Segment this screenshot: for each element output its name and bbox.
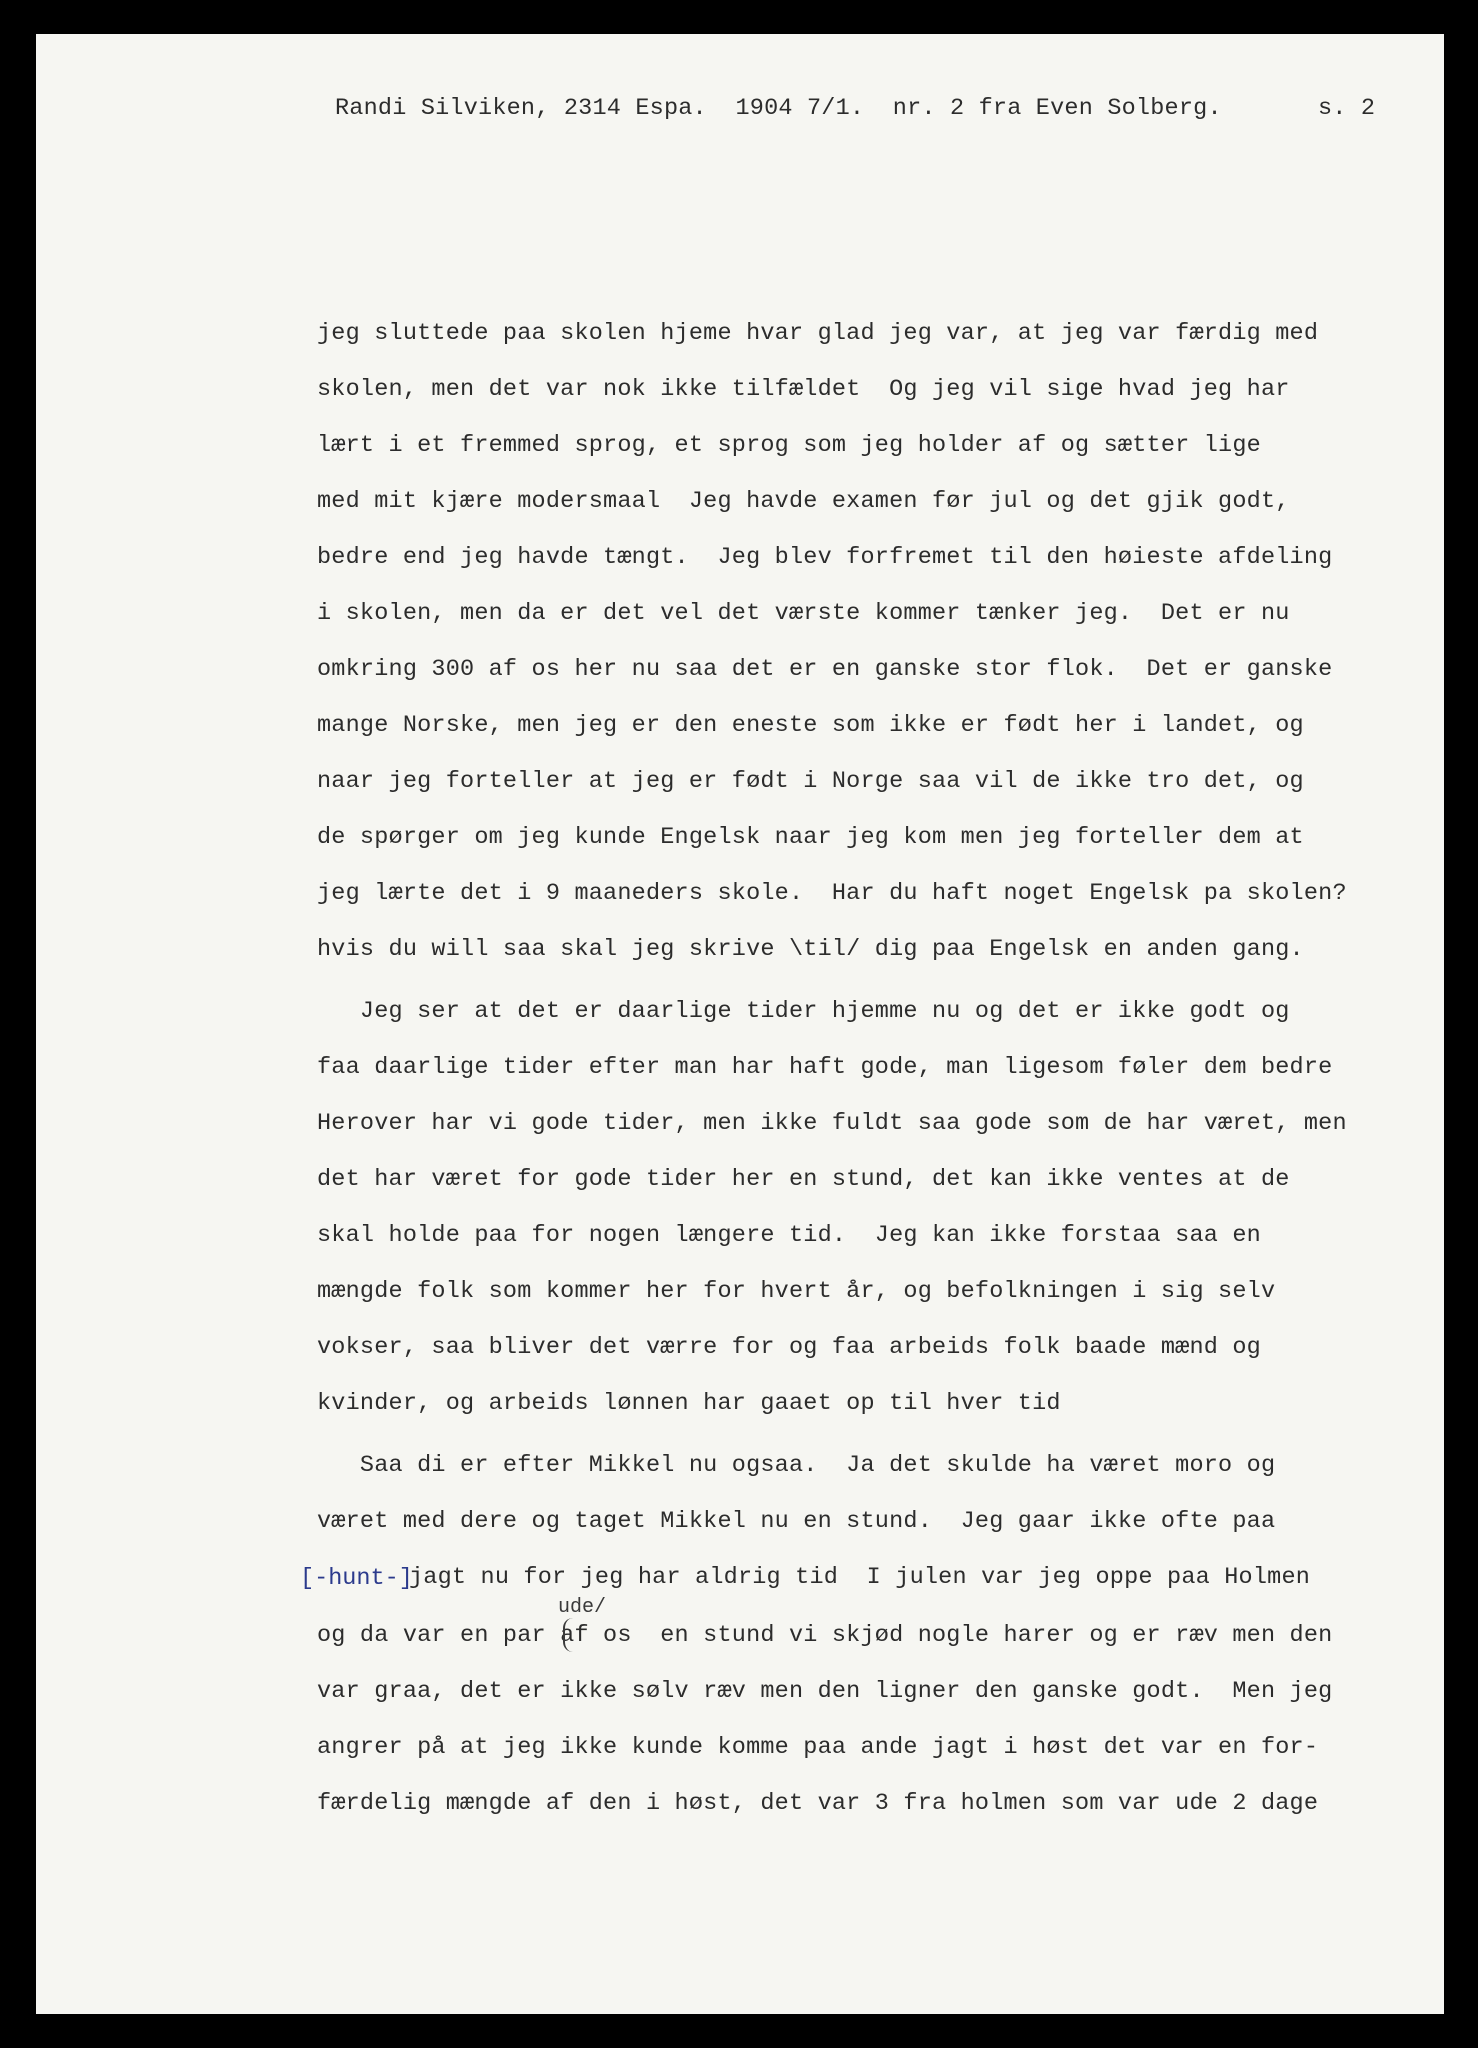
- body-line: været med dere og taget Mikkel nu en stund. Jeg gaar ikke ofte paa: [317, 1508, 1276, 1535]
- body-line: angrer på at jeg ikke kunde komme paa ande jagt i høst det var en for-: [317, 1734, 1319, 1761]
- body-line: Jeg ser at det er daarlige tider hjemme nu og det er ikke godt og: [317, 998, 1290, 1025]
- page-number: s. 2: [1318, 95, 1376, 122]
- letter-header: Randi Silviken, 2314 Espa. 1904 7/1. nr. 2 fra Even Solberg.: [335, 95, 1222, 122]
- body-line: skal holde paa for nogen længere tid. Jeg kan ikke forstaa saa en: [317, 1222, 1261, 1249]
- body-line: det har været for gode tider her en stund, det kan ikke ventes at de: [317, 1166, 1290, 1193]
- body-line: jagt nu for jeg har aldrig tid I julen var jeg oppe paa Holmen: [409, 1564, 1311, 1591]
- body-line: jeg lærte det i 9 maaneders skole. Har du haft noget Engelsk pa skolen?: [317, 880, 1347, 907]
- body-line: faa daarlige tider efter man har haft gode, man ligesom føler dem bedre: [317, 1054, 1333, 1081]
- insertion-caret-mark: [563, 1618, 575, 1652]
- body-line: hvis du will saa skal jeg skrive \til/ dig paa Engelsk en anden gang.: [317, 936, 1304, 963]
- struck-word-margin-mark: [-hunt-]: [300, 1565, 413, 1592]
- body-line: færdelig mængde af den i høst, det var 3 fra holmen som var ude 2 dage: [317, 1790, 1319, 1817]
- body-line: i skolen, men da er det vel det værste kommer tænker jeg. Det er nu: [317, 600, 1290, 627]
- body-line: skolen, men det var nok ikke tilfældet Og jeg vil sige hvad jeg har: [317, 376, 1290, 403]
- body-line: bedre end jeg havde tængt. Jeg blev forfremet til den høieste afdeling: [317, 544, 1333, 571]
- body-line: og da var en par af os en stund vi skjød nogle harer og er ræv men den: [317, 1622, 1333, 1649]
- body-line: vokser, saa bliver det værre for og faa arbeids folk baade mænd og: [317, 1334, 1261, 1361]
- body-line: mængde folk som kommer her for hvert år, og befolkningen i sig selv: [317, 1278, 1276, 1305]
- body-line: omkring 300 af os her nu saa det er en ganske stor flok. Det er ganske: [317, 656, 1333, 683]
- body-line: de spørger om jeg kunde Engelsk naar jeg kom men jeg forteller dem at: [317, 824, 1304, 851]
- body-line: var graa, det er ikke sølv ræv men den ligner den ganske godt. Men jeg: [317, 1678, 1333, 1705]
- body-line: Saa di er efter Mikkel nu ogsaa. Ja det skulde ha været moro og: [317, 1452, 1276, 1479]
- body-line: jeg sluttede paa skolen hjeme hvar glad jeg var, at jeg var færdig med: [317, 320, 1319, 347]
- interlinear-insert: ude/: [558, 1596, 607, 1619]
- body-line: Herover har vi gode tider, men ikke fuldt saa gode som de har været, men: [317, 1110, 1347, 1137]
- body-line: lært i et fremmed sprog, et sprog som jeg holder af og sætter lige: [317, 432, 1261, 459]
- typewritten-letter-page: [36, 34, 1444, 2014]
- body-line: med mit kjære modersmaal Jeg havde examen før jul og det gjik godt,: [317, 488, 1290, 515]
- body-line: naar jeg forteller at jeg er født i Norge saa vil de ikke tro det, og: [317, 768, 1304, 795]
- body-line: kvinder, og arbeids lønnen har gaaet op til hver tid: [317, 1390, 1061, 1417]
- body-line: mange Norske, men jeg er den eneste som ikke er født her i landet, og: [317, 712, 1304, 739]
